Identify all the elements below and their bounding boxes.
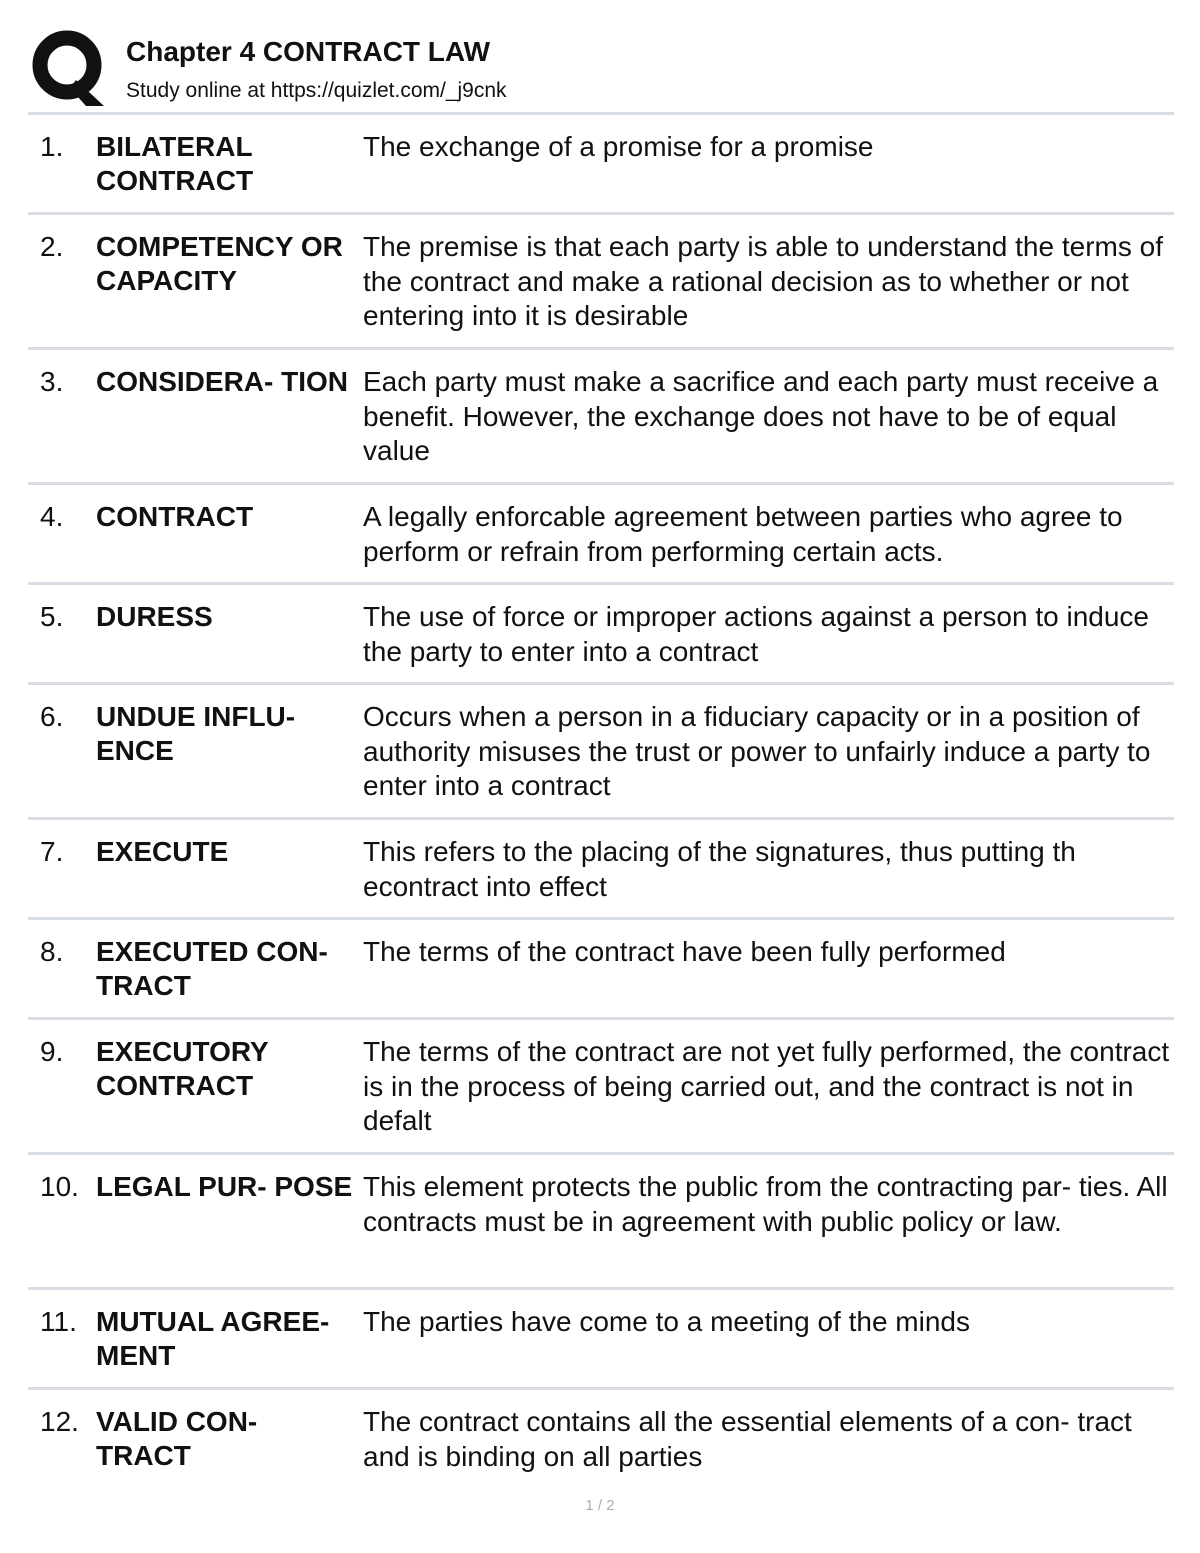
term-definition: The exchange of a promise for a promise (363, 131, 874, 162)
term-number: 9. (40, 1036, 64, 1067)
term-definition: The terms of the contract are not yet fully performed, the contract is in the process of being carried out, and the contract is not in defalt (363, 1036, 1170, 1136)
term-number: 5. (40, 601, 64, 632)
term-name: DURESS (96, 601, 213, 632)
term-number: 12. (40, 1406, 79, 1437)
term-number: 10. (40, 1171, 79, 1202)
term-row (28, 1152, 1174, 1287)
term-definition: Occurs when a person in a fiduciary capacity or in a position of authority misuses the trust or power to unfairly induce a party to enter into a contract (363, 701, 1151, 801)
term-definition: This element protects the public from the contracting par- ties. All contracts must be in agreement with public policy or law. (363, 1171, 1168, 1237)
quizlet-q-logo-icon (30, 28, 108, 106)
term-row (28, 582, 1174, 682)
page-title: Chapter 4 CONTRACT LAW (126, 36, 490, 67)
term-name: COMPETENCY OR CAPACITY (96, 231, 343, 296)
term-row (28, 817, 1174, 917)
term-name: EXECUTED CON- TRACT (96, 936, 328, 1001)
term-number: 6. (40, 701, 64, 732)
term-row (28, 212, 1174, 347)
term-list (28, 112, 1174, 1487)
term-row (28, 112, 1174, 212)
term-number: 4. (40, 501, 64, 532)
term-row (28, 917, 1174, 1017)
term-definition: The premise is that each party is able to understand the terms of the contract and make a rational decision as to whether or not entering into it is desirable (363, 231, 1163, 331)
term-name: VALID CON- TRACT (96, 1406, 258, 1471)
term-number: 7. (40, 836, 64, 867)
term-number: 2. (40, 231, 64, 262)
term-definition: The parties have come to a meeting of the minds (363, 1306, 970, 1337)
term-name: EXECUTE (96, 836, 229, 867)
study-link[interactable]: Study online at https://quizlet.com/_j9cnk (126, 79, 507, 102)
term-name: LEGAL PUR- POSE (96, 1171, 353, 1202)
term-definition: The terms of the contract have been fully performed (363, 936, 1006, 967)
term-name: CONSIDERA- TION (96, 366, 348, 397)
term-name: MUTUAL AGREE- MENT (96, 1306, 330, 1371)
term-definition: The contract contains all the essential elements of a con- tract and is binding on all parties (363, 1406, 1132, 1472)
term-number: 8. (40, 936, 64, 967)
term-number: 3. (40, 366, 64, 397)
term-row (28, 682, 1174, 817)
term-name: EXECUTORY CONTRACT (96, 1036, 269, 1101)
term-row (28, 1387, 1174, 1487)
term-number: 1. (40, 131, 64, 162)
term-name: BILATERAL CONTRACT (96, 131, 254, 196)
page-header (30, 28, 1174, 112)
term-row (28, 1287, 1174, 1387)
term-definition: A legally enforcable agreement between parties who agree to perform or refrain from performing certain acts. (363, 501, 1123, 567)
term-number: 11. (40, 1306, 77, 1337)
term-row (28, 1017, 1174, 1152)
term-row (28, 347, 1174, 482)
term-name: CONTRACT (96, 501, 254, 532)
term-row (28, 482, 1174, 582)
term-definition: This refers to the placing of the signatures, thus putting th econtract into effect (363, 836, 1076, 902)
term-definition: The use of force or improper actions against a person to induce the party to enter into a contract (363, 601, 1149, 667)
term-name: UNDUE INFLU- ENCE (96, 701, 296, 766)
page-number: 1 / 2 (585, 1497, 615, 1514)
term-definition: Each party must make a sacrifice and each party must receive a benefit. However, the exchange does not have to be of equal value (363, 366, 1159, 466)
